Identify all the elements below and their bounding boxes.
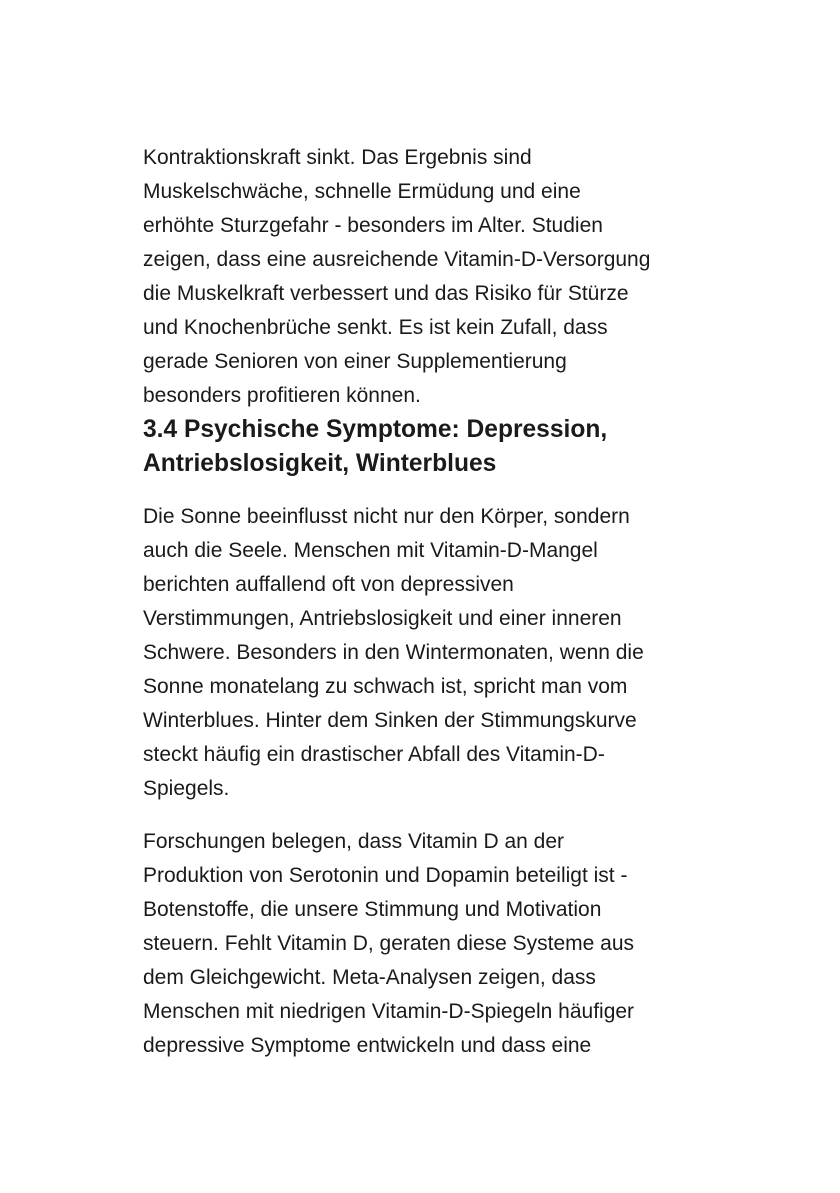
text-line: depressive Symptome entwickeln und dass eine xyxy=(143,1034,592,1057)
text-line: gerade Senioren von einer Supplementierung xyxy=(143,350,567,373)
section-heading xyxy=(143,413,743,481)
text-line: besonders profitieren können. xyxy=(143,384,421,407)
text-line: Forschungen belegen, dass Vitamin D an der xyxy=(143,830,565,853)
paragraph-research xyxy=(143,825,743,1063)
text-line: Sonne monatelang zu schwach ist, spricht man vom xyxy=(143,675,628,698)
text-line: auch die Seele. Menschen mit Vitamin-D-Mangel xyxy=(143,539,598,562)
paragraph-muscle-weakness xyxy=(143,141,743,413)
text-line: Verstimmungen, Antriebslosigkeit und einer inneren xyxy=(143,607,622,630)
text-line: Schwere. Besonders in den Wintermonaten, wenn die xyxy=(143,641,644,664)
text-line: Kontraktionskraft sinkt. Das Ergebnis sind xyxy=(143,146,532,169)
text-line: Produktion von Serotonin und Dopamin beteiligt ist - xyxy=(143,864,628,887)
text-line: die Muskelkraft verbessert und das Risiko für Stürze xyxy=(143,282,629,305)
text-line: Menschen mit niedrigen Vitamin-D-Spiegeln häufiger xyxy=(143,1000,635,1023)
text-line: Spiegels. xyxy=(143,777,230,800)
text-line: berichten auffallend oft von depressiven xyxy=(143,573,514,596)
text-line: Winterblues. Hinter dem Sinken der Stimmungskurve xyxy=(143,709,637,732)
text-line: zeigen, dass eine ausreichende Vitamin-D-Versorgung xyxy=(143,248,651,271)
text-line: Botenstoffe, die unsere Stimmung und Motivation xyxy=(143,898,602,921)
document-page xyxy=(143,141,743,1063)
heading-line: 3.4 Psychische Symptome: Depression, xyxy=(143,416,608,443)
text-line: und Knochenbrüche senkt. Es ist kein Zufall, dass xyxy=(143,316,608,339)
text-line: steckt häufig ein drastischer Abfall des Vitamin-D- xyxy=(143,743,605,766)
heading-line: Antriebslosigkeit, Winterblues xyxy=(143,450,497,477)
paragraph-winterblues xyxy=(143,500,743,806)
text-line: dem Gleichgewicht. Meta-Analysen zeigen, dass xyxy=(143,966,596,989)
text-line: erhöhte Sturzgefahr - besonders im Alter. Studien xyxy=(143,214,603,237)
text-line: Muskelschwäche, schnelle Ermüdung und eine xyxy=(143,180,581,203)
text-line: Die Sonne beeinflusst nicht nur den Körper, sondern xyxy=(143,505,630,528)
text-line: steuern. Fehlt Vitamin D, geraten diese Systeme aus xyxy=(143,932,635,955)
